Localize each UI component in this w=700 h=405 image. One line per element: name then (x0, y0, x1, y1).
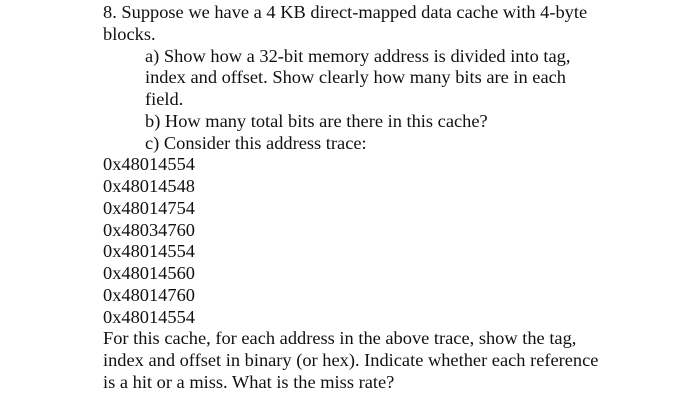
part-a-line: field. (145, 89, 184, 109)
part-c-line: c) Consider this address trace: (145, 132, 367, 153)
trace-address: 0x48034760 (103, 219, 195, 240)
part-a-line: index and offset. Show clearly how many bits are in each (145, 67, 566, 88)
trace-address: 0x48014554 (103, 241, 195, 262)
trace-address: 0x48014760 (103, 284, 195, 305)
part-a-line: a) Show how a 32-bit memory address is divided into tag, (145, 45, 571, 66)
closing-instruction-line: For this cache, for each address in the above trace, show the tag, (103, 328, 577, 349)
trace-address: 0x48014754 (103, 197, 195, 218)
trace-address: 0x48014560 (103, 263, 195, 283)
trace-address: 0x48014554 (103, 306, 195, 327)
question-document (103, 2, 693, 394)
address-trace-list (103, 154, 693, 328)
trace-address: 0x48014548 (103, 176, 195, 196)
closing-instruction-line: is a hit or a miss. What is the miss rate? (103, 371, 395, 392)
question-intro-line: blocks. (103, 23, 156, 44)
question-intro-line: 8. Suppose we have a 4 KB direct-mapped data cache with 4-byte (103, 2, 588, 22)
trace-address: 0x48014554 (103, 154, 195, 175)
part-b-line: b) How many total bits are there in this cache? (145, 110, 488, 131)
closing-instruction-line: index and offset in binary (or hex). Indicate whether each reference (103, 350, 599, 370)
